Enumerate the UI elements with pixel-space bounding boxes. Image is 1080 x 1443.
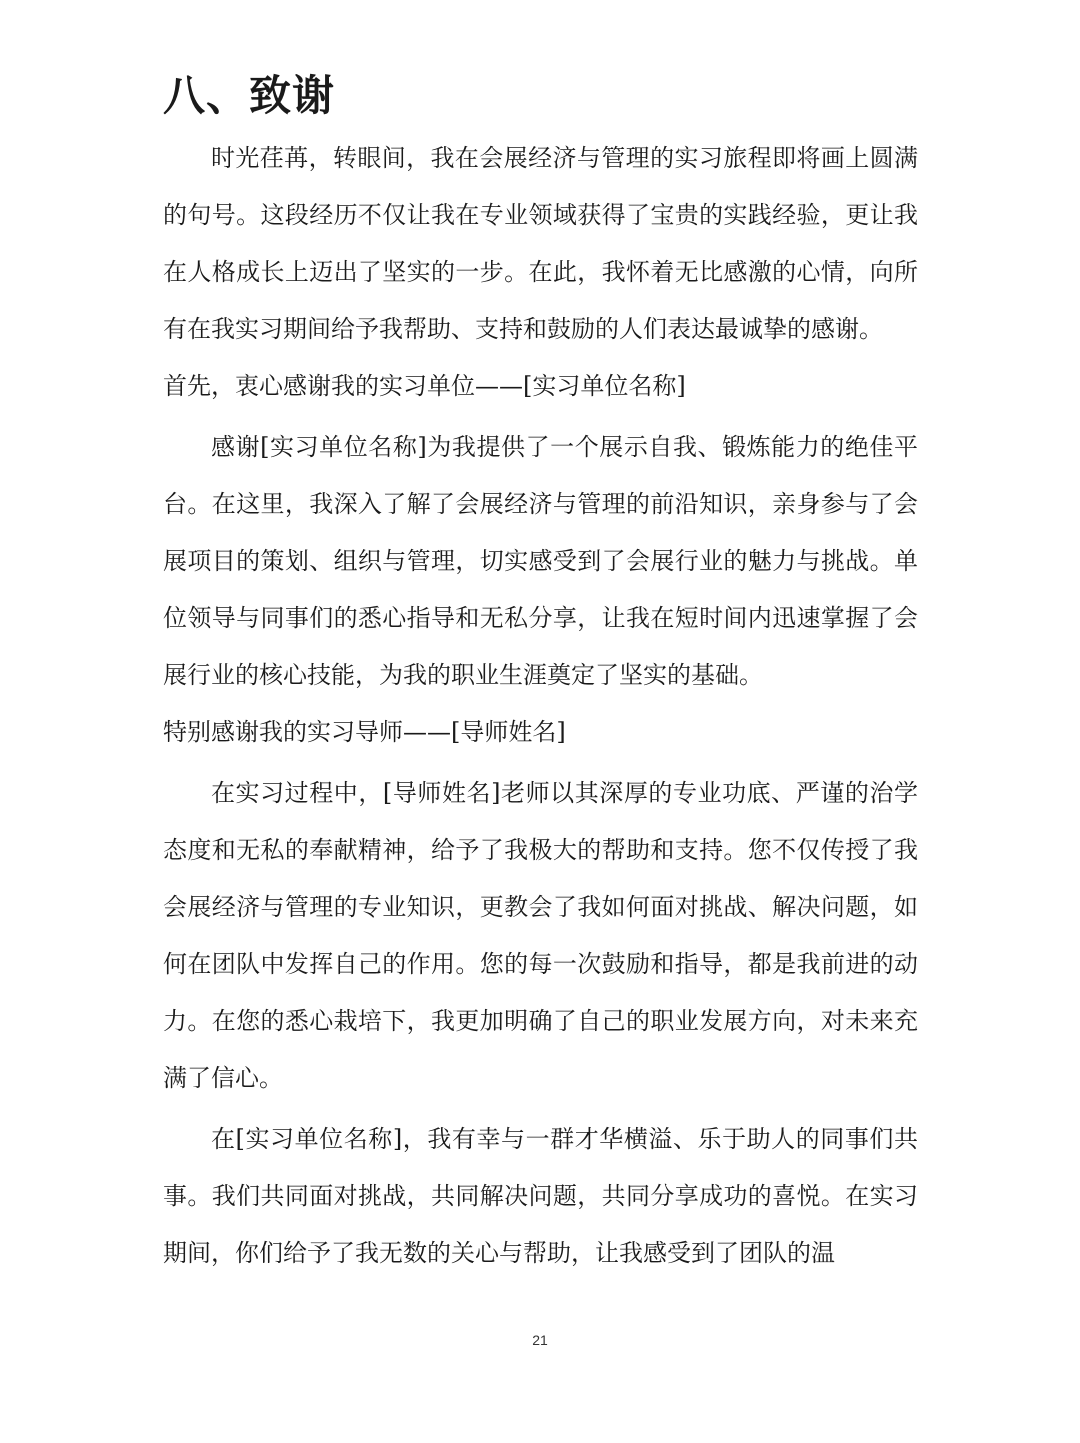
paragraph-mentor-thanks: 在实习过程中，[导师姓名]老师以其深厚的专业功底、严谨的治学态度和无私的奉献精神，给予了我极大的帮助和支持。您不仅传授了我会展经济与管理的专业知识，更教会了我如何面对挑战、解决问题，如何在团队中发挥自己的作用。您的每一次鼓励和指导，都是我前进的动力。在您的悉心栽培下，我更加明确了自己的职业发展方向，对未来充满了信心。: [163, 779, 918, 1092]
paragraph-heading-mentor: 特别感谢我的实习导师——[导师姓名]: [163, 718, 566, 746]
paragraph-colleagues-thanks: 在[实习单位名称]，我有幸与一群才华横溢、乐于助人的同事们共事。我们共同面对挑战，共同解决问题，共同分享成功的喜悦。在实习期间，你们给予了我无数的关心与帮助，让我感受到了团队的温: [163, 1125, 918, 1267]
document-body: [163, 130, 918, 1282]
paragraph-heading-unit: 首先，衷心感谢我的实习单位——[实习单位名称]: [163, 372, 686, 400]
paragraph-unit-thanks: 感谢[实习单位名称]为我提供了一个展示自我、锻炼能力的绝佳平台。在这里，我深入了解了会展经济与管理的前沿知识，亲身参与了会展项目的策划、组织与管理，切实感受到了会展行业的魅力与挑战。单位领导与同事们的悉心指导和无私分享，让我在短时间内迅速掌握了会展行业的核心技能，为我的职业生涯奠定了坚实的基础。: [163, 433, 918, 689]
section-title: 八、致谢: [163, 71, 336, 120]
page-number: 21: [532, 1332, 548, 1348]
paragraph-intro: 时光荏苒，转眼间，我在会展经济与管理的实习旅程即将画上圆满的句号。这段经历不仅让我在专业领域获得了宝贵的实践经验，更让我在人格成长上迈出了坚实的一步。在此，我怀着无比感激的心情，向所有在我实习期间给予我帮助、支持和鼓励的人们表达最诚挚的感谢。: [163, 144, 918, 343]
